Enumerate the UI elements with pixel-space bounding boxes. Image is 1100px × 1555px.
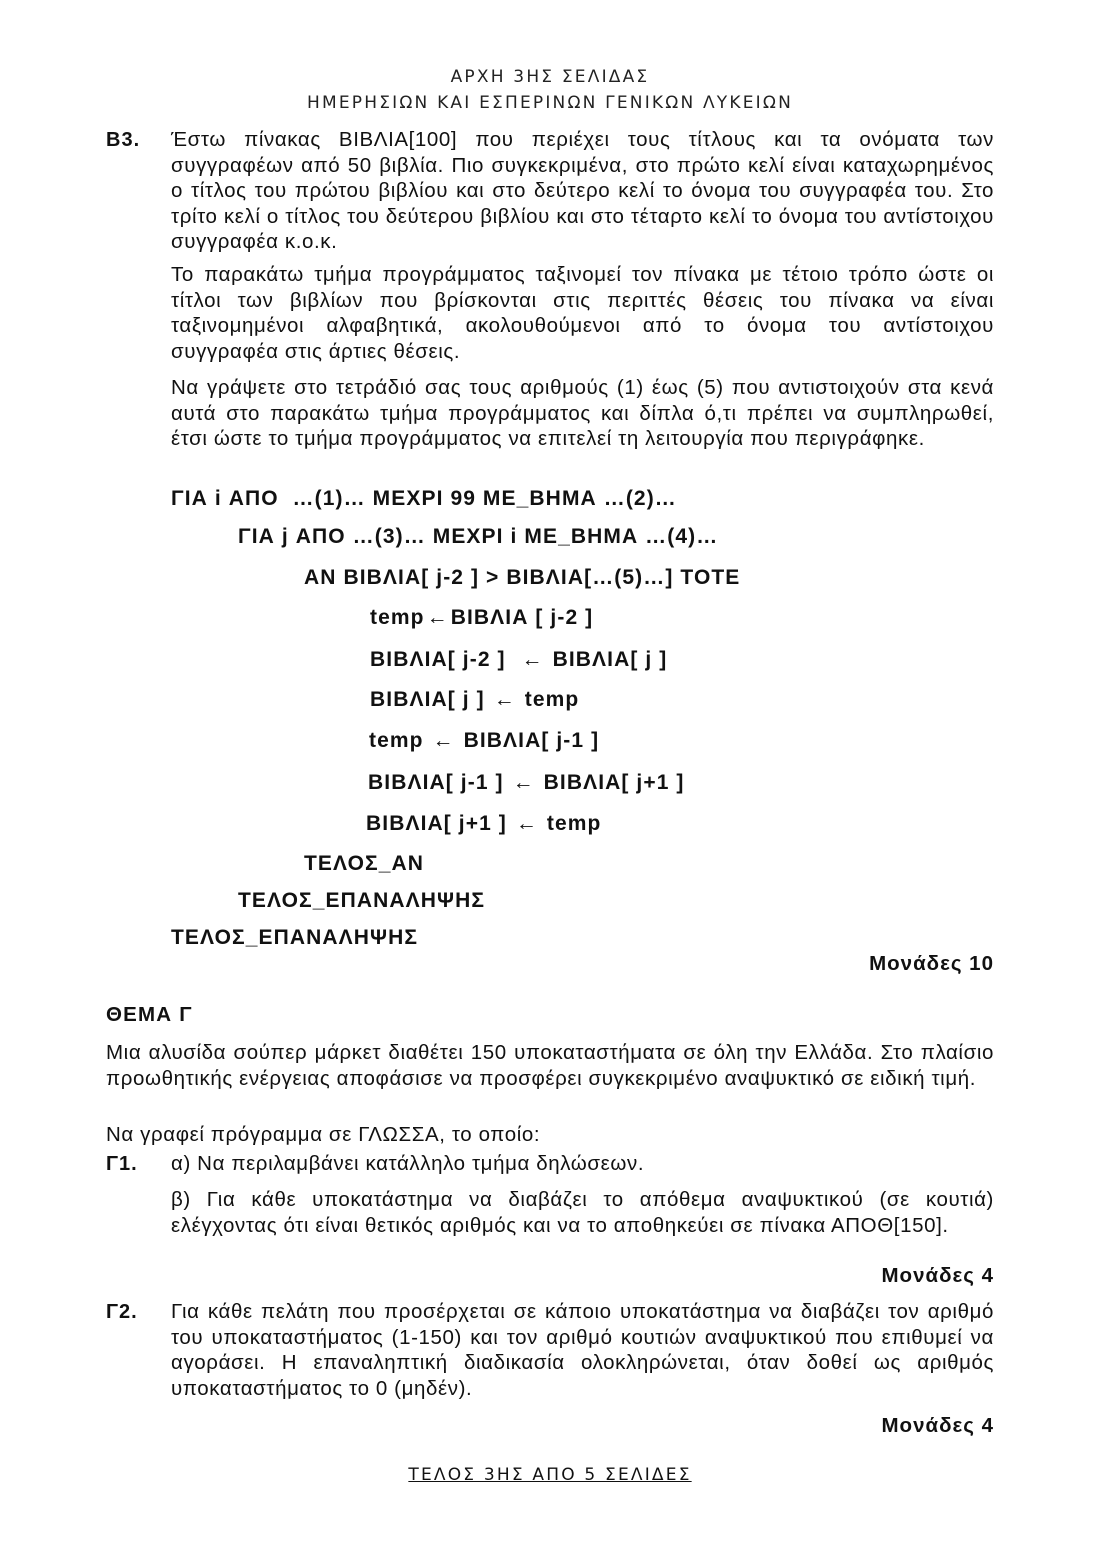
question-g2-text: Για κάθε πελάτη που προσέρχεται σε κάποιο υποκατάστημα να διαβάζει τον αριθμό του υποκαταστήματος (1-150) και τον αριθμό κουτιών αναψυκτικού που επιθυμεί να αγοράσει. Η επαναληπτική διαδικασία ολοκληρώνεται, όταν δοθεί ως αριθμός υποκαταστήματος το 0 (μηδέν). [171,1300,994,1400]
question-g2-label: Γ2. [106,1301,138,1323]
question-b3-paragraph-2: Το παρακάτω τμήμα προγράμματος ταξινομεί τον πίνακα με τέτοιο τρόπο ώστε οι τίτλοι των βιβλίων που βρίσκονται στις περιττές θέσεις του πίνακα να είναι ταξινομημένοι αλφαβητικά, ακολουθούμενοι από το όνομα του αντίστοιχου συγγραφέα στις άρτιες θέσεις. [171,263,994,363]
page-footer: ΤΕΛΟΣ 3ΗΣ ΑΠΟ 5 ΣΕΛΙΔΕΣ [408,1465,692,1485]
question-b3-label: Β3. [106,129,141,151]
left-arrow-icon: ← [515,812,538,835]
code-line-end-inner-loop: ΤΕΛΟΣ_ΕΠΑΝΑΛΗΨΗΣ [238,889,486,912]
code-line-assign-2: ΒΙΒΛΙΑ[ j-2 ] ← ΒΙΒΛΙΑ[ j ] [370,648,668,671]
marks-g2: Μονάδες 4 [881,1414,994,1437]
code-line-if: ΑΝ ΒΙΒΛΙΑ[ j-2 ] > ΒΙΒΛΙΑ[…(5)…] ΤΟΤΕ [304,566,741,589]
code-line-end-if: ΤΕΛΟΣ_ΑΝ [304,852,425,875]
code-line-inner-for: ΓΙΑ j ΑΠΟ …(3)… ΜΕΧΡΙ i ΜΕ_ΒΗΜΑ …(4)… [238,525,719,548]
left-arrow-icon: ← [426,606,449,629]
code-line-assign-4: temp ← ΒΙΒΛΙΑ[ j-1 ] [369,729,600,752]
question-b3-paragraph-3: Να γράψετε στο τετράδιό σας τους αριθμούς (1) έως (5) που αντιστοιχούν στα κενά αυτά στο παρακάτω τμήμα προγράμματος και δίπλα ό,τι πρέπει να συμπληρωθεί, έτσι ώστε το τμήμα προγράμματος να επιτελεί τη λειτουργία που περιγράφηκε. [171,376,994,451]
marks-b3: Μονάδες 10 [869,952,994,975]
code-line-assign-6: ΒΙΒΛΙΑ[ j+1 ] ← temp [366,812,602,835]
section-heading-theme-g: ΘΕΜΑ Γ [106,1003,193,1026]
question-g1-part-a: α) Να περιλαμβάνει κατάλληλο τμήμα δηλώσεων. [171,1152,645,1175]
code-line-assign-1: temp←ΒΙΒΛΙΑ [ j-2 ] [370,606,594,629]
page-header-line-2: ΗΜΕΡΗΣΙΩΝ ΚΑΙ ΕΣΠΕΡΙΝΩΝ ΓΕΝΙΚΩΝ ΛΥΚΕΙΩΝ [306,93,793,113]
theme-g-intro: Μια αλυσίδα σούπερ μάρκετ διαθέτει 150 υποκαταστήματα σε όλη την Ελλάδα. Στο πλαίσιο προωθητικής ενέργειας αποφάσισε να προσφέρει συγκεκριμένο αναψυκτικό σε ειδική τιμή. [106,1041,994,1090]
question-g1-part-b: β) Για κάθε υποκατάστημα να διαβάζει το απόθεμα αναψυκτικού (σε κουτιά) ελέγχοντας ότι είναι θετικός αριθμός και να το αποθηκεύει σε πίνακα ΑΠΟΘ[150]. [171,1188,994,1237]
code-line-end-outer-loop: ΤΕΛΟΣ_ΕΠΑΝΑΛΗΨΗΣ [171,926,419,949]
left-arrow-icon: ← [512,771,535,794]
code-line-assign-5: ΒΙΒΛΙΑ[ j-1 ] ← ΒΙΒΛΙΑ[ j+1 ] [368,771,685,794]
marks-g1: Μονάδες 4 [881,1264,994,1287]
question-b3-paragraph-1: Έστω πίνακας ΒΙΒΛΙΑ[100] που περιέχει τους τίτλους και τα ονόματα των συγγραφέων από 50 βιβλία. Πιο συγκεκριμένα, στο πρώτο κελί είναι καταχωρημένος ο τίτλος του πρώτου βιβλίου και στο δεύτερο κελί το όνομα του συγγραφέα του. Στο τρίτο κελί ο τίτλος του δεύτερου βιβλίου και στο τέταρτο κελί το όνομα του αντίστοιχου συγγραφέα κ.ο.κ. [171,128,994,254]
page-header-line-1: ΑΡΧΗ 3ΗΣ ΣΕΛΙΔΑΣ [450,67,650,87]
left-arrow-icon: ← [521,648,544,671]
left-arrow-icon: ← [493,688,516,711]
left-arrow-icon: ← [432,729,455,752]
code-line-outer-for: ΓΙΑ i ΑΠΟ …(1)… ΜΕΧΡΙ 99 ΜΕ_ΒΗΜΑ …(2)… [171,487,677,510]
theme-g-instruction: Να γραφεί πρόγραμμα σε ΓΛΩΣΣΑ, το οποίο: [106,1123,541,1146]
code-line-assign-3: ΒΙΒΛΙΑ[ j ] ← temp [370,688,580,711]
question-g1-label: Γ1. [106,1153,138,1175]
